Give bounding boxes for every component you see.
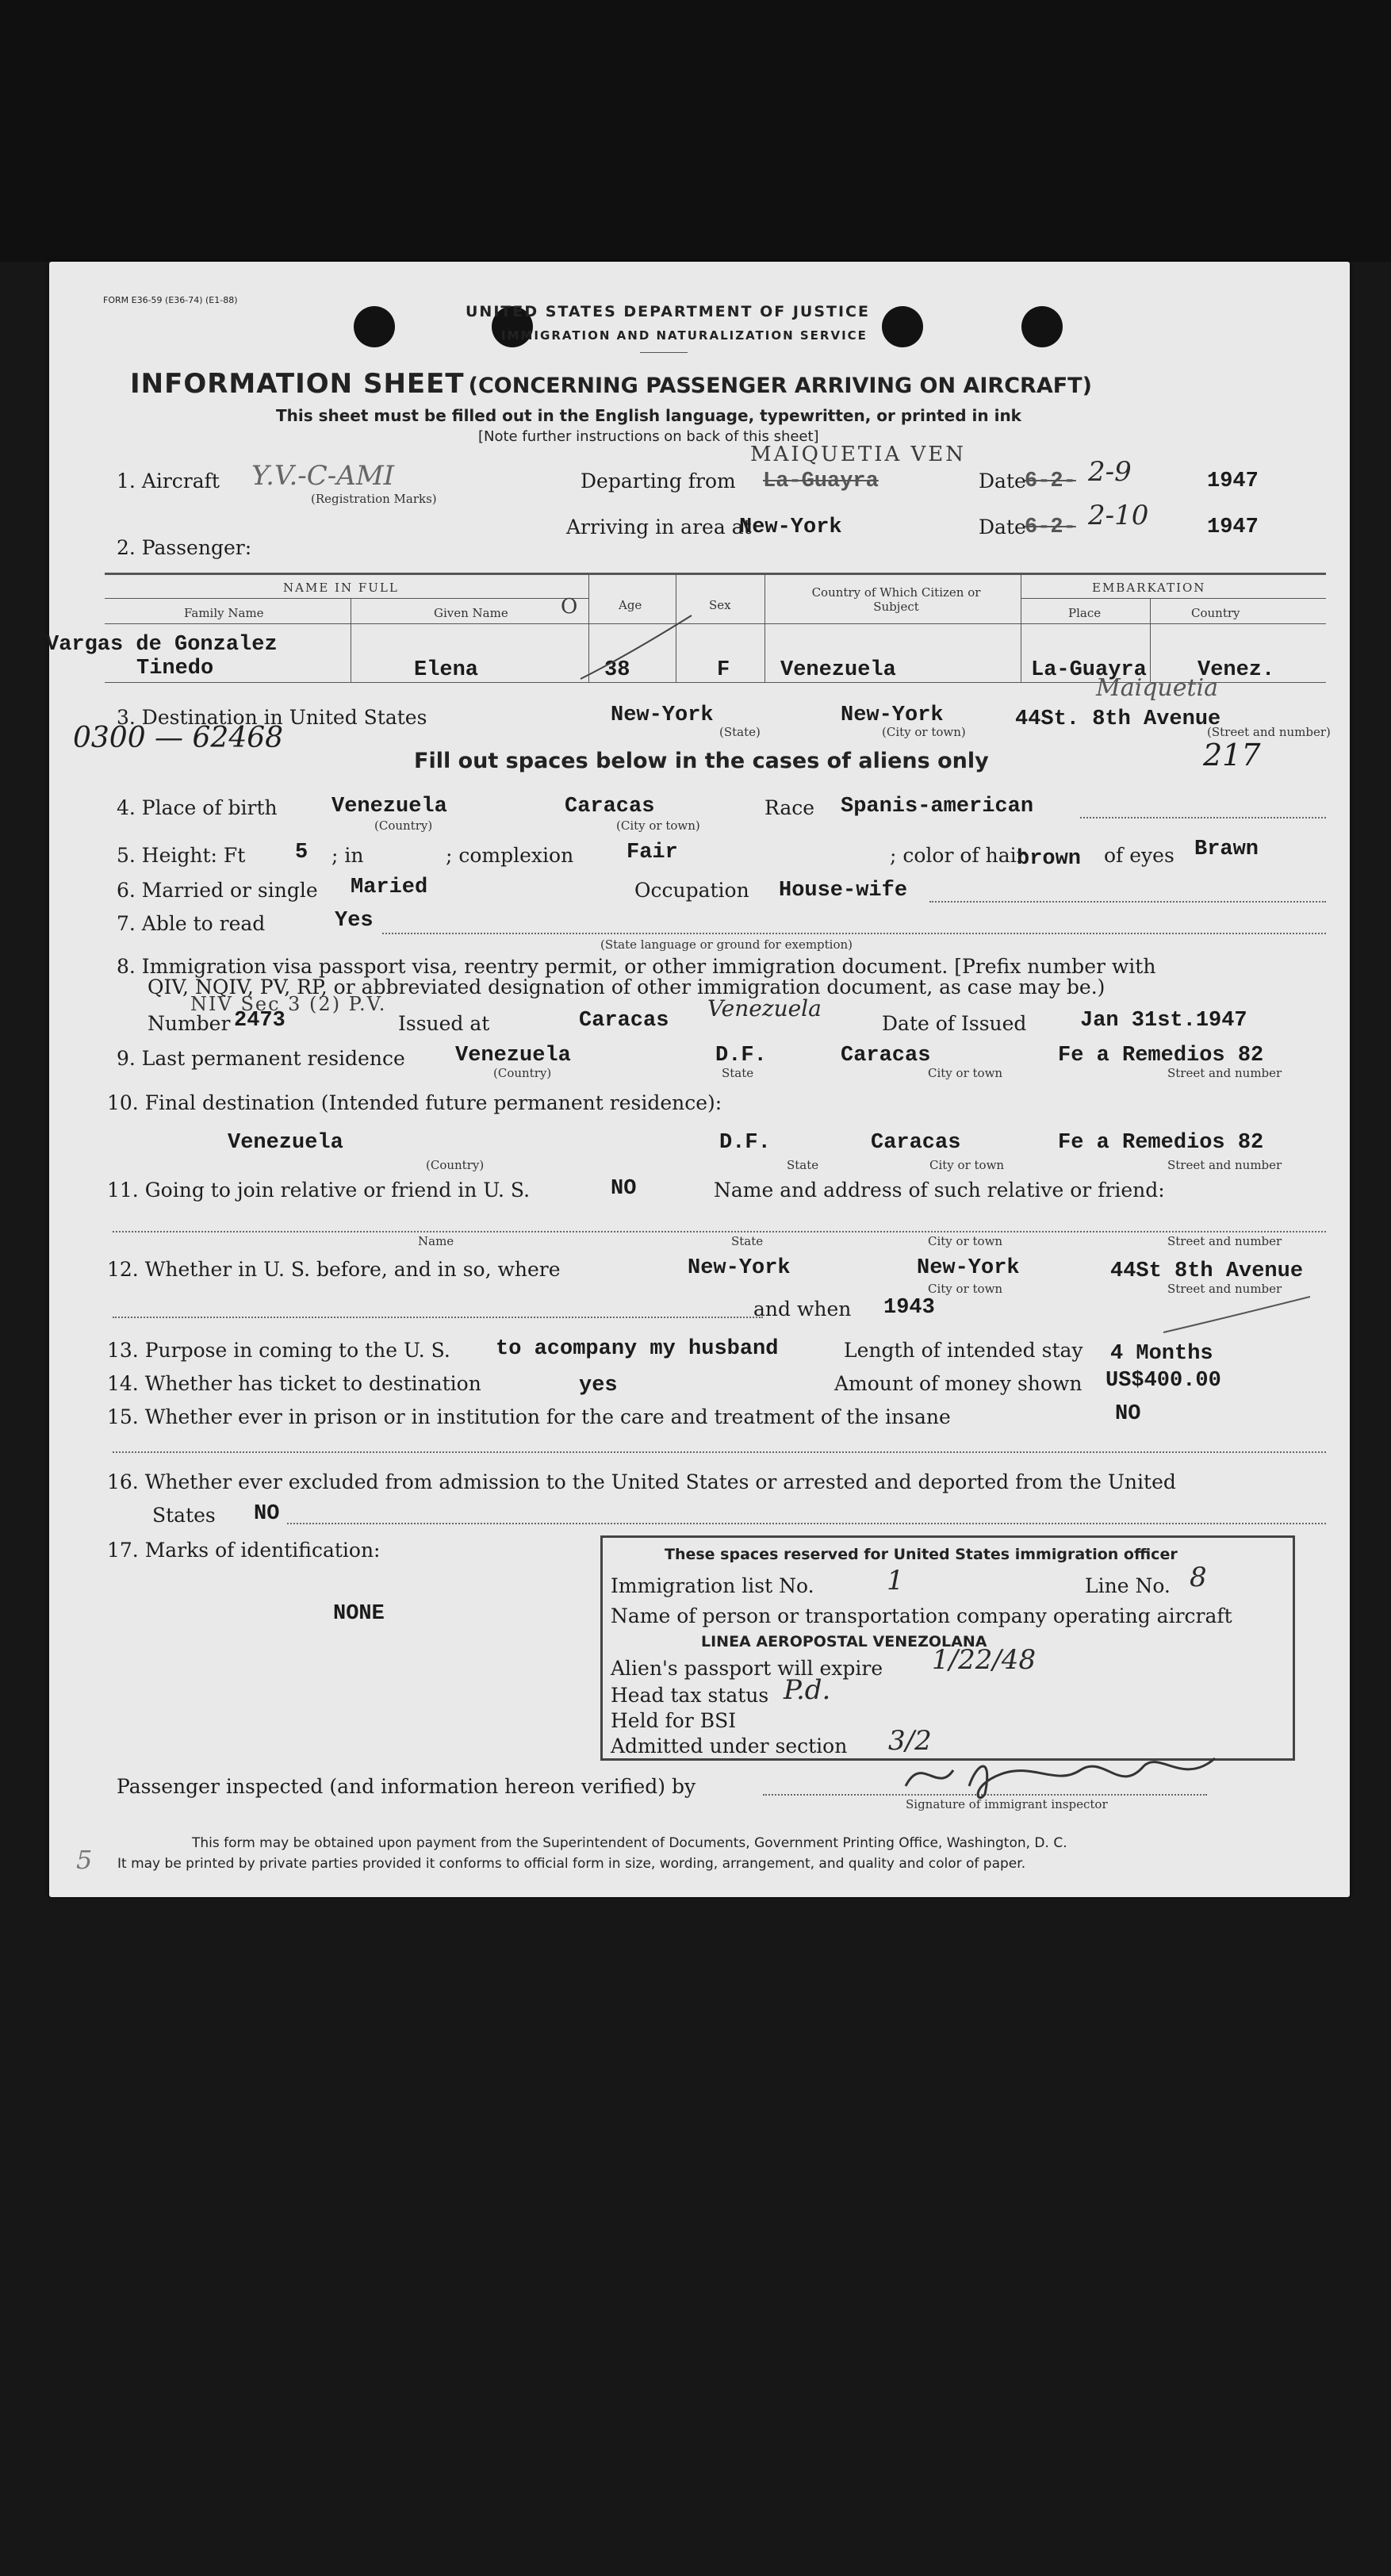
destination-street-caption: (Street and number): [1207, 725, 1331, 739]
name-in-full-header: NAME IN FULL: [283, 581, 399, 595]
hair-label: ; color of hair: [890, 844, 1026, 867]
complexion-value: Fair: [627, 841, 678, 864]
form-id: FORM E36-59 (E36-74) (E1-88): [103, 295, 238, 305]
birth-city-caption: (City or town): [616, 818, 700, 833]
birth-label: 4. Place of birth: [117, 796, 278, 819]
passport-label: Alien's passport will expire: [611, 1657, 883, 1680]
depart-date-struck: 6-2-: [1025, 470, 1076, 493]
residence-country-caption: (Country): [493, 1066, 552, 1080]
before-street-caption: Street and number: [1167, 1282, 1282, 1296]
issued-handwritten: Venezuela: [707, 995, 822, 1022]
headtax-value: P.d.: [784, 1674, 831, 1706]
race-label: Race: [764, 796, 815, 819]
prison-value: NO: [1115, 1402, 1141, 1426]
join-value: NO: [611, 1177, 637, 1201]
scan-background: [0, 0, 1391, 262]
married-value: Maried: [351, 876, 428, 899]
read-label: 7. Able to read: [117, 912, 266, 935]
service-name: IMMIGRATION AND NATURALIZATION SERVICE: [501, 328, 868, 343]
footer-line-1: This form may be obtained upon payment from the Superintendent of Documents, Government Printing Office, Washington, D. C.: [192, 1835, 1067, 1851]
occupation-label: Occupation: [634, 879, 749, 902]
departing-struck: La-Guayra: [763, 470, 879, 493]
occupation-value: House-wife: [779, 879, 908, 903]
punch-hole: [354, 306, 395, 347]
country-header: Country: [1191, 606, 1240, 620]
visa-handwritten: NIV Sec 3 (2) P.V.: [190, 993, 387, 1015]
file-number: 0300 — 62468: [73, 722, 284, 754]
read-value: Yes: [335, 909, 374, 933]
punch-hole: [1021, 306, 1063, 347]
residence-city-caption: City or town: [928, 1066, 1003, 1080]
margin-mark: 5: [76, 1845, 93, 1875]
family-name-line2: Tinedo: [136, 657, 214, 680]
eyes-label: of eyes: [1104, 844, 1174, 867]
table-rule: [105, 623, 1326, 624]
family-name-header: Family Name: [184, 606, 264, 620]
destination-label: 3. Destination in United States: [117, 706, 427, 729]
embarkation-header: EMBARKATION: [1092, 581, 1206, 595]
final-state: D.F.: [719, 1131, 771, 1155]
line-label: Line No.: [1085, 1574, 1171, 1597]
arriving-value: New-York: [739, 516, 842, 539]
join-street-caption: Street and number: [1167, 1234, 1282, 1248]
join-state-caption: State: [731, 1234, 764, 1248]
read-caption: (State language or ground for exemption): [600, 937, 853, 952]
residence-state: D.F.: [715, 1044, 767, 1068]
join-label: 11. Going to join relative or friend in U. S.: [107, 1179, 531, 1202]
before-state: New-York: [688, 1256, 791, 1280]
visa-text-2: QIV, NQIV, PV, RP, or abbreviated designation of other immigration document, as case may be.): [148, 976, 1106, 999]
passport-value: 1/22/48: [932, 1644, 1037, 1676]
citizen-header: Country of Which Citizen or Subject: [811, 585, 981, 614]
birth-country-caption: (Country): [374, 818, 433, 833]
punch-hole: [882, 306, 923, 347]
states-label: States: [152, 1504, 216, 1527]
arrive-date-hand: 2-10: [1088, 500, 1149, 531]
date-issued-label: Date of Issued: [882, 1012, 1027, 1035]
arrive-date-label: Date: [979, 516, 1026, 539]
height-in-label: ; in: [331, 844, 364, 867]
final-street: Fe a Remedios 82: [1058, 1131, 1264, 1155]
before-city: New-York: [917, 1256, 1020, 1280]
company-label: Name of person or transportation company operating aircraft: [611, 1604, 1232, 1627]
purpose-value: to acompany my husband: [496, 1337, 779, 1361]
residence-street-caption: Street and number: [1167, 1066, 1282, 1080]
company-value: LINEA AEROPOSTAL VENEZOLANA: [701, 1633, 987, 1650]
prison-label: 15. Whether ever in prison or in institution for the care and treatment of the insane: [107, 1405, 951, 1428]
final-street-caption: Street and number: [1167, 1158, 1282, 1172]
final-destination-label: 10. Final destination (Intended future permanent residence):: [107, 1091, 722, 1114]
hair-value: brown: [1017, 847, 1082, 871]
citizen-value: Venezuela: [780, 658, 896, 682]
embark-handwritten: Maiquetia: [1096, 674, 1219, 702]
final-country: Venezuela: [228, 1131, 343, 1155]
destination-state-caption: (State): [719, 725, 761, 739]
departing-label: Departing from: [581, 470, 736, 493]
age-header: Age: [619, 598, 642, 612]
date-issued-value: Jan 31st.1947: [1080, 1009, 1247, 1033]
final-city: Caracas: [871, 1131, 961, 1155]
before-label: 12. Whether in U. S. before, and in so, where: [107, 1258, 561, 1281]
sex-header: Sex: [709, 598, 731, 612]
bsi-label: Held for BSI: [611, 1709, 737, 1732]
given-name-mark: O: [561, 595, 578, 619]
issued-value: Caracas: [579, 1009, 669, 1033]
list-label: Immigration list No.: [611, 1574, 814, 1597]
excluded-value: NO: [254, 1502, 280, 1526]
table-col: [764, 573, 765, 682]
visa-text-1: 8. Immigration visa passport visa, reentry permit, or other immigration document. [Prefix number with: [117, 955, 1156, 978]
place-header: Place: [1068, 606, 1102, 620]
instruction: This sheet must be filled out in the English language, typewritten, or printed in ink: [276, 406, 1021, 425]
aircraft-value: Y.V.-C-AMI: [251, 460, 395, 492]
registration-caption: (Registration Marks): [311, 492, 437, 506]
inspection-caption: Signature of immigrant inspector: [906, 1797, 1108, 1811]
embark-place: La-Guayra: [1031, 658, 1147, 682]
list-value: 1: [887, 1565, 904, 1597]
destination-state: New-York: [611, 703, 714, 727]
final-country-caption: (Country): [426, 1158, 485, 1172]
age-value: 38: [604, 658, 630, 682]
birth-country: Venezuela: [331, 795, 447, 818]
age-pen-stroke: [573, 608, 699, 687]
marks-label: 17. Marks of identification:: [107, 1539, 381, 1562]
residence-street: Fe a Remedios 82: [1058, 1044, 1264, 1068]
money-value: US$400.00: [1106, 1369, 1221, 1393]
arrive-date-struck: 6-2-: [1025, 516, 1076, 539]
aliens-heading: Fill out spaces below in the cases of aliens only: [414, 749, 989, 773]
sex-value: F: [717, 658, 730, 682]
embark-country: Venez.: [1197, 658, 1275, 682]
family-name-line1: Vargas de Gonzalez: [46, 633, 278, 657]
headtax-label: Head tax status: [611, 1684, 769, 1707]
divider: [640, 352, 688, 353]
stay-value: 4 Months: [1110, 1342, 1213, 1366]
join-name-label: Name and address of such relative or friend:: [714, 1179, 1165, 1202]
ticket-label: 14. Whether has ticket to destination: [107, 1372, 481, 1395]
before-city-caption: City or town: [928, 1282, 1003, 1296]
table-border-top: [105, 573, 1326, 575]
officer-box: [600, 1535, 1295, 1761]
information-sheet: [46, 262, 1350, 1897]
table-col: [1150, 598, 1151, 682]
department-name: UNITED STATES DEPARTMENT OF JUSTICE: [466, 303, 870, 320]
officer-box-heading: These spaces reserved for United States immigration officer: [665, 1546, 1178, 1563]
number-label: Number: [148, 1012, 231, 1035]
departing-handwritten: MAIQUETIA VEN: [750, 443, 967, 466]
passenger-label: 2. Passenger:: [117, 536, 252, 559]
residence-state-caption: State: [722, 1066, 754, 1080]
admitted-value: 3/2: [888, 1725, 932, 1757]
depart-date-hand: 2-9: [1088, 456, 1132, 488]
page-title: INFORMATION SHEET (CONCERNING PASSENGER ARRIVING ON AIRCRAFT): [130, 368, 1092, 400]
residence-city: Caracas: [841, 1044, 931, 1068]
before-street: 44St 8th Avenue: [1110, 1259, 1304, 1283]
purpose-label: 13. Purpose in coming to the U. S.: [107, 1339, 450, 1362]
excluded-label: 16. Whether ever excluded from admission to the United States or arrested and deported from the United: [107, 1470, 1176, 1493]
inspection-label: Passenger inspected (and information hereon verified) by: [117, 1775, 696, 1798]
final-city-caption: City or town: [929, 1158, 1005, 1172]
final-state-caption: State: [787, 1158, 819, 1172]
married-label: 6. Married or single: [117, 879, 318, 902]
eyes-value: Brawn: [1194, 838, 1259, 861]
destination-city: New-York: [841, 703, 944, 727]
number-value: 2473: [234, 1009, 285, 1033]
destination-street: 44St. 8th Avenue: [1015, 707, 1221, 731]
money-label: Amount of money shown: [834, 1372, 1083, 1395]
join-city-caption: City or town: [928, 1234, 1003, 1248]
stay-label: Length of intended stay: [844, 1339, 1083, 1362]
arriving-label: Arriving in area at: [566, 516, 752, 539]
complexion-label: ; complexion: [446, 844, 574, 867]
when-label: and when: [753, 1298, 852, 1321]
admitted-label: Admitted under section: [611, 1735, 848, 1758]
depart-date-label: Date: [979, 470, 1026, 493]
when-value: 1943: [883, 1296, 935, 1320]
line-value: 8: [1190, 1562, 1207, 1593]
footer-line-2: It may be printed by private parties provided it conforms to official form in size, wording, arrangement, and quality and color of paper.: [117, 1856, 1026, 1872]
race-value: Spanis-american: [841, 795, 1034, 818]
table-rule: [105, 598, 588, 599]
residence-label: 9. Last permanent residence: [117, 1047, 405, 1070]
aircraft-label: 1. Aircraft: [117, 470, 220, 493]
pen-stroke: [1159, 1293, 1318, 1340]
number-217: 217: [1203, 738, 1261, 772]
ticket-value: yes: [579, 1374, 618, 1397]
given-name-header: Given Name: [434, 606, 508, 620]
table-rule: [1021, 598, 1326, 599]
arrive-year: 1947: [1207, 516, 1259, 539]
marks-value: NONE: [333, 1602, 385, 1626]
given-name: Elena: [414, 658, 479, 682]
residence-country: Venezuela: [455, 1044, 571, 1068]
join-name-caption: Name: [418, 1234, 454, 1248]
issued-label: Issued at: [398, 1012, 490, 1035]
height-ft: 5: [295, 841, 308, 864]
height-label: 5. Height: Ft: [117, 844, 246, 867]
depart-year: 1947: [1207, 470, 1259, 493]
destination-city-caption: (City or town): [882, 725, 966, 739]
note: [Note further instructions on back of this sheet]: [478, 428, 819, 445]
birth-city: Caracas: [565, 795, 655, 818]
